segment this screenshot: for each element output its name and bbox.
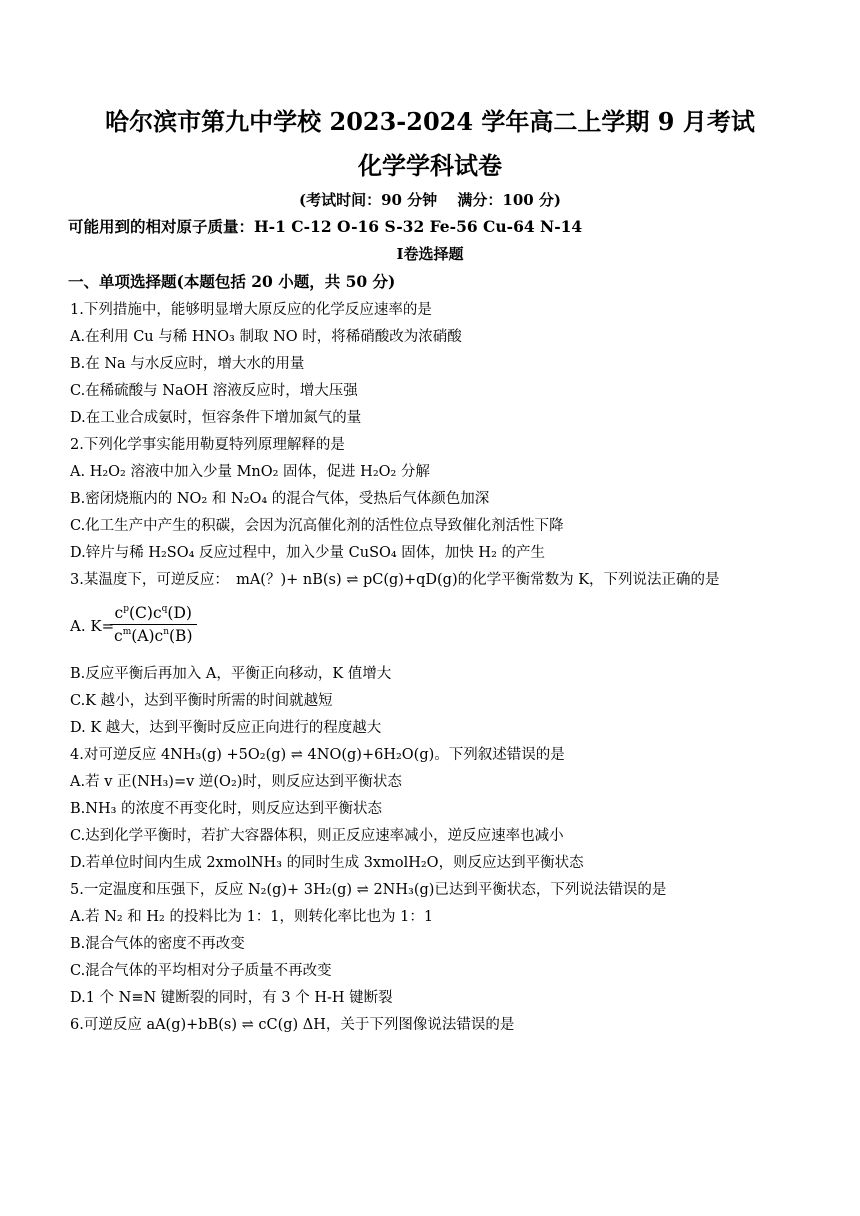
question-3-option-d: D. K 越大，达到平衡时反应正向进行的程度越大 bbox=[70, 720, 382, 736]
equilibrium-constant-fraction bbox=[110, 604, 197, 645]
question-3-option-b: B.反应平衡后再加入 A，平衡正向移动，K 值增大 bbox=[70, 666, 392, 682]
question-4-option-c: C.达到化学平衡时，若扩大容器体积，则正反应速率减小，逆反应速率也减小 bbox=[70, 828, 564, 844]
atomic-mass-line: 可能用到的相对原子质量：H-1 C-12 O-16 S-32 Fe-56 Cu-64 N-14 bbox=[68, 217, 583, 236]
exam-info: (考试时间：90 分钟 满分：100 分) bbox=[298, 191, 562, 209]
question-2-option-d: D.锌片与稀 H₂SO₄ 反应过程中，加入少量 CuSO₄ 固体，加快 H₂ 的产生 bbox=[70, 545, 545, 561]
section-title: 一、单项选择题(本题包括 20 小题，共 50 分) bbox=[68, 272, 396, 291]
question-5-option-d: D.1 个 N≡N 键断裂的同时，有 3 个 H-H 键断裂 bbox=[70, 990, 393, 1006]
question-5-option-a: A.若 N₂ 和 H₂ 的投料比为 1：1，则转化率比也为 1：1 bbox=[70, 909, 434, 925]
question-5-stem: 5.一定温度和压强下，反应 N₂(g)+ 3H₂(g) ⇌ 2NH₃(g)已达到平衡状态，下列说法错误的是 bbox=[70, 882, 667, 898]
question-5-option-c: C.混合气体的平均相对分子质量不再改变 bbox=[70, 963, 332, 979]
question-6-stem: 6.可逆反应 aA(g)+bB(s) ⇌ cC(g) ΔH，关于下列图像说法错误的是 bbox=[70, 1017, 515, 1033]
question-1-option-d: D.在工业合成氨时，恒容条件下增加氮气的量 bbox=[70, 410, 362, 426]
question-1-stem: 1.下列措施中，能够明显增大原反应的化学反应速率的是 bbox=[70, 302, 432, 318]
exam-subject-title: 化学学科试卷 bbox=[358, 151, 502, 180]
question-3-stem: 3.某温度下，可逆反应： mA(？)+ nB(s) ⇌ pC(g)+qD(g)的化学平衡常数为 K，下列说法正确的是 bbox=[70, 572, 720, 588]
question-2-stem: 2.下列化学事实能用勒夏特列原理解释的是 bbox=[70, 437, 345, 453]
question-2-option-c: C.化工生产中产生的积碳，会因为沉高催化剂的活性位点导致催化剂活性下降 bbox=[70, 518, 564, 534]
question-4-option-a: A.若 v 正(NH₃)=v 逆(O₂)时，则反应达到平衡状态 bbox=[70, 774, 402, 790]
question-4-stem: 4.对可逆反应 4NH₃(g) +5O₂(g) ⇌ 4NO(g)+6H₂O(g)。下列叙述错误的是 bbox=[70, 747, 565, 763]
question-2-option-a: A. H₂O₂ 溶液中加入少量 MnO₂ 固体，促进 H₂O₂ 分解 bbox=[70, 464, 430, 480]
exam-title: 哈尔滨市第九中学校 2023-2024 学年高二上学期 9 月考试 bbox=[105, 107, 755, 136]
fraction-numerator: $c^p(C)c^q(D)$ bbox=[110, 604, 197, 625]
question-3-option-a-prefix: A. K= bbox=[70, 617, 115, 635]
question-4-option-d: D.若单位时间内生成 2xmolNH₃ 的同时生成 3xmolH₂O，则反应达到平衡状态 bbox=[70, 855, 584, 871]
question-1-option-a: A.在利用 Cu 与稀 HNO₃ 制取 NO 时，将稀硝酸改为浓硝酸 bbox=[70, 329, 462, 345]
question-3-option-c: C.K 越小，达到平衡时所需的时间就越短 bbox=[70, 693, 333, 709]
fraction-denominator: $c^m(A)c^n(B)$ bbox=[114, 627, 193, 645]
question-4-option-b: B.NH₃ 的浓度不再变化时，则反应达到平衡状态 bbox=[70, 801, 383, 817]
part-title: Ⅰ卷选择题 bbox=[396, 245, 464, 263]
question-1-option-b: B.在 Na 与水反应时，增大水的用量 bbox=[70, 356, 305, 372]
question-2-option-b: B.密闭烧瓶内的 NO₂ 和 N₂O₄ 的混合气体，受热后气体颜色加深 bbox=[70, 491, 490, 507]
question-1-option-c: C.在稀硫酸与 NaOH 溶液反应时，增大压强 bbox=[70, 383, 358, 399]
question-5-option-b: B.混合气体的密度不再改变 bbox=[70, 936, 245, 952]
